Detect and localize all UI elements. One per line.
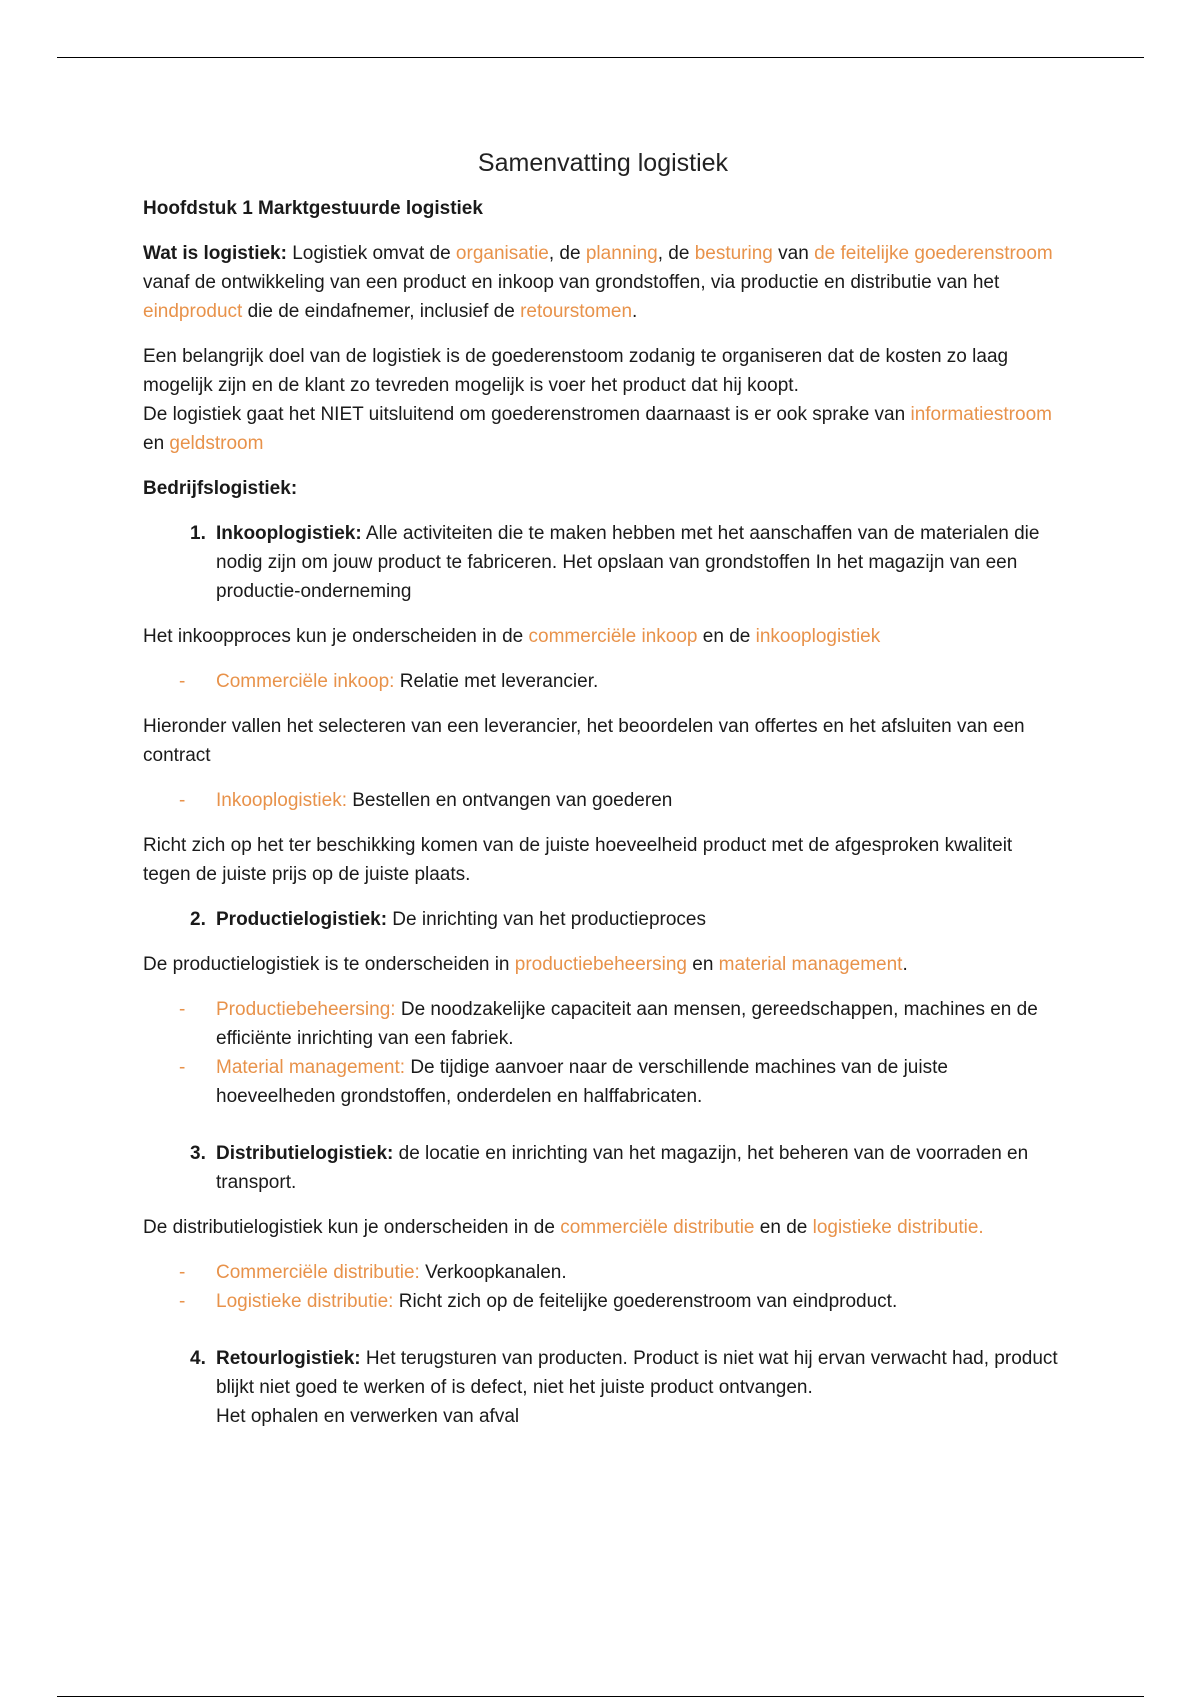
bullet-item [143,1258,1063,1287]
paragraph: Richt zich op het ter beschikking komen van de juiste hoeveelheid product met de afgesproken kwaliteit tegen de juiste prijs op de juiste plaats. [143,835,1013,885]
numbered-item-2 [143,905,1063,934]
bullet-keyword: Material management: [216,1057,406,1078]
text-run: Het terugsturen van producten. Product is niet wat hij ervan verwacht had, product blijkt niet goed te werken of is defect, niet het juiste product ontvangen. [216,1348,1058,1398]
bullet-item [143,995,1063,1053]
text-run: vanaf de ontwikkeling van een product en inkoop van grondstoffen, via productie en distributie van het [143,272,1000,293]
text-run: die de eindafnemer, inclusief de [242,301,521,322]
chapter-heading: Hoofdstuk 1 Marktgestuurde logistiek [143,198,483,219]
text-run: Richt zich op de feitelijke goederenstroom van eindproduct. [393,1291,898,1312]
header-rule [57,57,1144,58]
text-run: , de [548,243,586,264]
text-run: Logistiek omvat de [286,243,456,264]
text-run: Het inkoopproces kun je onderscheiden in de [143,626,529,647]
bullet-keyword: Commerciële distributie: [216,1262,420,1283]
text-run: en [143,433,170,454]
text-run: Bestellen en ontvangen van goederen [346,790,673,811]
text-run: van [772,243,815,264]
keyword-informatiestroom: informatiestroom [910,404,1052,425]
keyword-commerciele-distributie: commerciële distributie [560,1217,755,1238]
text-run: en de [754,1217,813,1238]
inkoop-paragraph [143,622,1063,651]
dash-marker: - [179,1262,186,1283]
text-run: Verkoopkanalen. [419,1262,567,1283]
item-number: 4. [190,1348,206,1369]
numbered-item-1 [143,519,1063,606]
item-lead: Retourlogistiek: [216,1348,361,1369]
keyword-geldstroom: geldstroom [169,433,264,454]
text-run: Relatie met leverancier. [394,671,599,692]
keyword-eindproduct: eindproduct [143,301,243,322]
dash-marker: - [179,999,186,1020]
keyword-besturing: besturing [694,243,773,264]
text-run: De distributielogistiek kun je onderscheiden in de [143,1217,561,1238]
keyword-organisatie: organisatie [455,243,549,264]
keyword-retourstomen: retourstomen [520,301,633,322]
bullet-item [143,1053,1063,1111]
keyword-productiebeheersing: productiebeheersing [514,954,687,975]
text-run: . [902,954,908,975]
numbered-item-3 [143,1139,1063,1197]
dash-marker: - [179,1057,186,1078]
bullet-item [143,786,1063,815]
item-number: 2. [190,909,206,930]
item-number: 3. [190,1143,206,1164]
bullet-item [143,1287,1063,1316]
dash-marker: - [179,1291,186,1312]
text-run: De logistiek gaat het NIET uitsluitend om goederenstromen daarnaast is er ook sprake van [143,404,911,425]
definition-lead: Wat is logistiek: [143,243,287,264]
text-run: De noodzakelijke capaciteit aan mensen, gereedschappen, machines en de efficiënte inrichting van een fabriek. [216,999,1038,1049]
dash-marker: - [179,790,186,811]
item-lead: Inkooplogistiek: [216,523,362,544]
dash-marker: - [179,671,186,692]
distributie-paragraph [143,1213,1063,1242]
bullet-item [143,667,1063,696]
item-number: 1. [190,523,206,544]
text-run: , de [657,243,695,264]
keyword-material-management: material management [718,954,903,975]
goal-paragraph [143,342,1063,458]
text-run: De inrichting van het productieproces [387,909,706,930]
text-run: De tijdige aanvoer naar de verschillende machines van de juiste hoeveelheden grondstoffen, onderdelen en halffabricaten. [216,1057,948,1107]
paragraph: Hieronder vallen het selecteren van een leverancier, het beoordelen van offertes en het afsluiten van een contract [143,716,1025,766]
text-run: de locatie en inrichting van het magazijn, het beheren van de voorraden en transport. [216,1143,1029,1193]
text-run: Het ophalen en verwerken van afval [216,1406,520,1427]
section-heading: Bedrijfslogistiek: [143,478,298,499]
item-lead: Productielogistiek: [216,909,388,930]
text-run: . [632,301,638,322]
document-title: Samenvatting logistiek [477,149,729,177]
bullet-keyword: Productiebeheersing: [216,999,396,1020]
bullet-keyword: Logistieke distributie: [216,1291,394,1312]
text-run: De productielogistiek is te onderscheiden in [143,954,515,975]
text-run: en [686,954,719,975]
document-page [143,140,1063,1447]
productie-paragraph [143,950,1063,979]
text-run: Alle activiteiten die te maken hebben met het aanschaffen van de materialen die nodig zijn om jouw product te fabriceren. Het opslaan van grondstoffen In het magazijn van een productie-onderneming [216,523,1040,602]
keyword-commerciele-inkoop: commerciële inkoop [528,626,698,647]
keyword-goederenstroom: de feitelijke goederenstroom [814,243,1053,264]
item-lead: Distributielogistiek: [216,1143,394,1164]
bullet-keyword: Inkooplogistiek: [216,790,347,811]
definition-paragraph [143,239,1063,326]
numbered-item-4 [143,1344,1063,1431]
keyword-logistieke-distributie: logistieke distributie. [812,1217,984,1238]
text-run: en de [697,626,756,647]
keyword-inkooplogistiek: inkooplogistiek [755,626,881,647]
bullet-keyword: Commerciële inkoop: [216,671,395,692]
footer-rule [57,1696,1144,1697]
keyword-planning: planning [585,243,658,264]
text-run: Een belangrijk doel van de logistiek is de goederenstoom zodanig te organiseren dat de kosten zo laag mogelijk zijn en de klant zo tevreden mogelijk is voer het product dat hij koopt. [143,346,1009,396]
